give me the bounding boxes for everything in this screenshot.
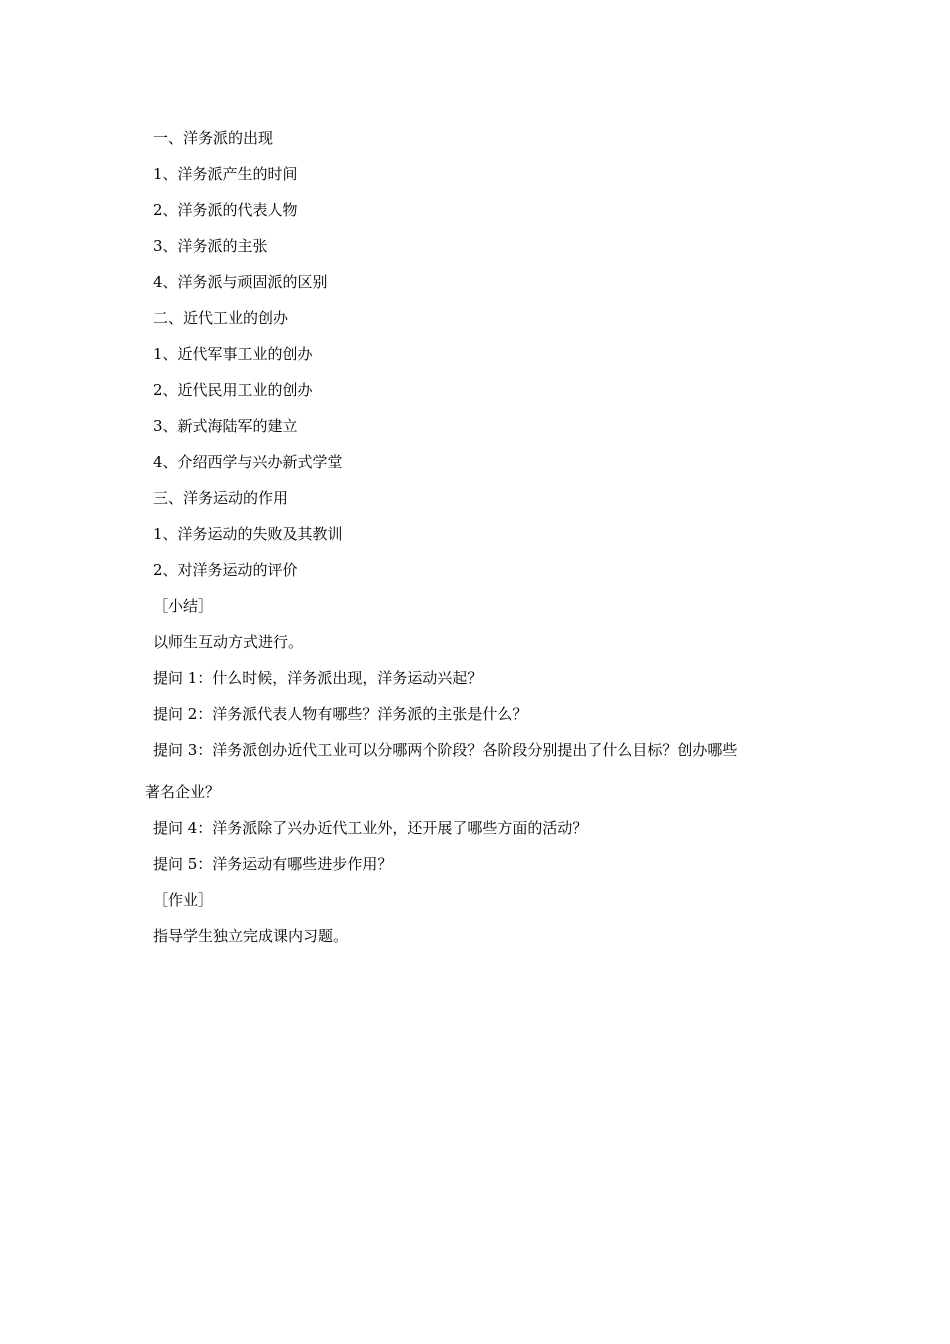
list-item: 2、洋务派的代表人物 (153, 201, 298, 219)
question-item: 提问 5：洋务运动有哪些进步作用？ (153, 855, 393, 873)
list-item: 4、介绍西学与兴办新式学堂 (153, 453, 343, 471)
list-item: 1、近代军事工业的创办 (153, 345, 313, 363)
document-body (145, 120, 810, 954)
section-heading: 一、洋务派的出现 (153, 129, 274, 147)
question-item: 提问 3：洋务派创办近代工业可以分哪两个阶段？各阶段分别提出了什么目标？创办哪些 (153, 741, 738, 759)
list-item: 4、洋务派与顽固派的区别 (153, 273, 328, 291)
question-item: 提问 4：洋务派除了兴办近代工业外，还开展了哪些方面的活动？ (153, 819, 588, 837)
summary-heading: ［小结］ (153, 597, 214, 615)
question-item: 提问 1：什么时候，洋务派出现，洋务运动兴起？ (153, 669, 483, 687)
homework-heading: ［作业］ (153, 891, 214, 909)
list-item: 2、近代民用工业的创办 (153, 381, 313, 399)
list-item: 3、洋务派的主张 (153, 237, 268, 255)
paragraph: 指导学生独立完成课内习题。 (153, 927, 349, 945)
paragraph: 以师生互动方式进行。 (153, 633, 304, 651)
question-item: 提问 2：洋务派代表人物有哪些？洋务派的主张是什么？ (153, 705, 528, 723)
list-item: 3、新式海陆军的建立 (153, 417, 298, 435)
list-item: 2、对洋务运动的评价 (153, 561, 298, 579)
list-item: 1、洋务运动的失败及其教训 (153, 525, 343, 543)
question-item-continuation: 著名企业？ (145, 783, 221, 801)
list-item: 1、洋务派产生的时间 (153, 165, 298, 183)
section-heading: 三、洋务运动的作用 (153, 489, 289, 507)
section-heading: 二、近代工业的创办 (153, 309, 289, 327)
